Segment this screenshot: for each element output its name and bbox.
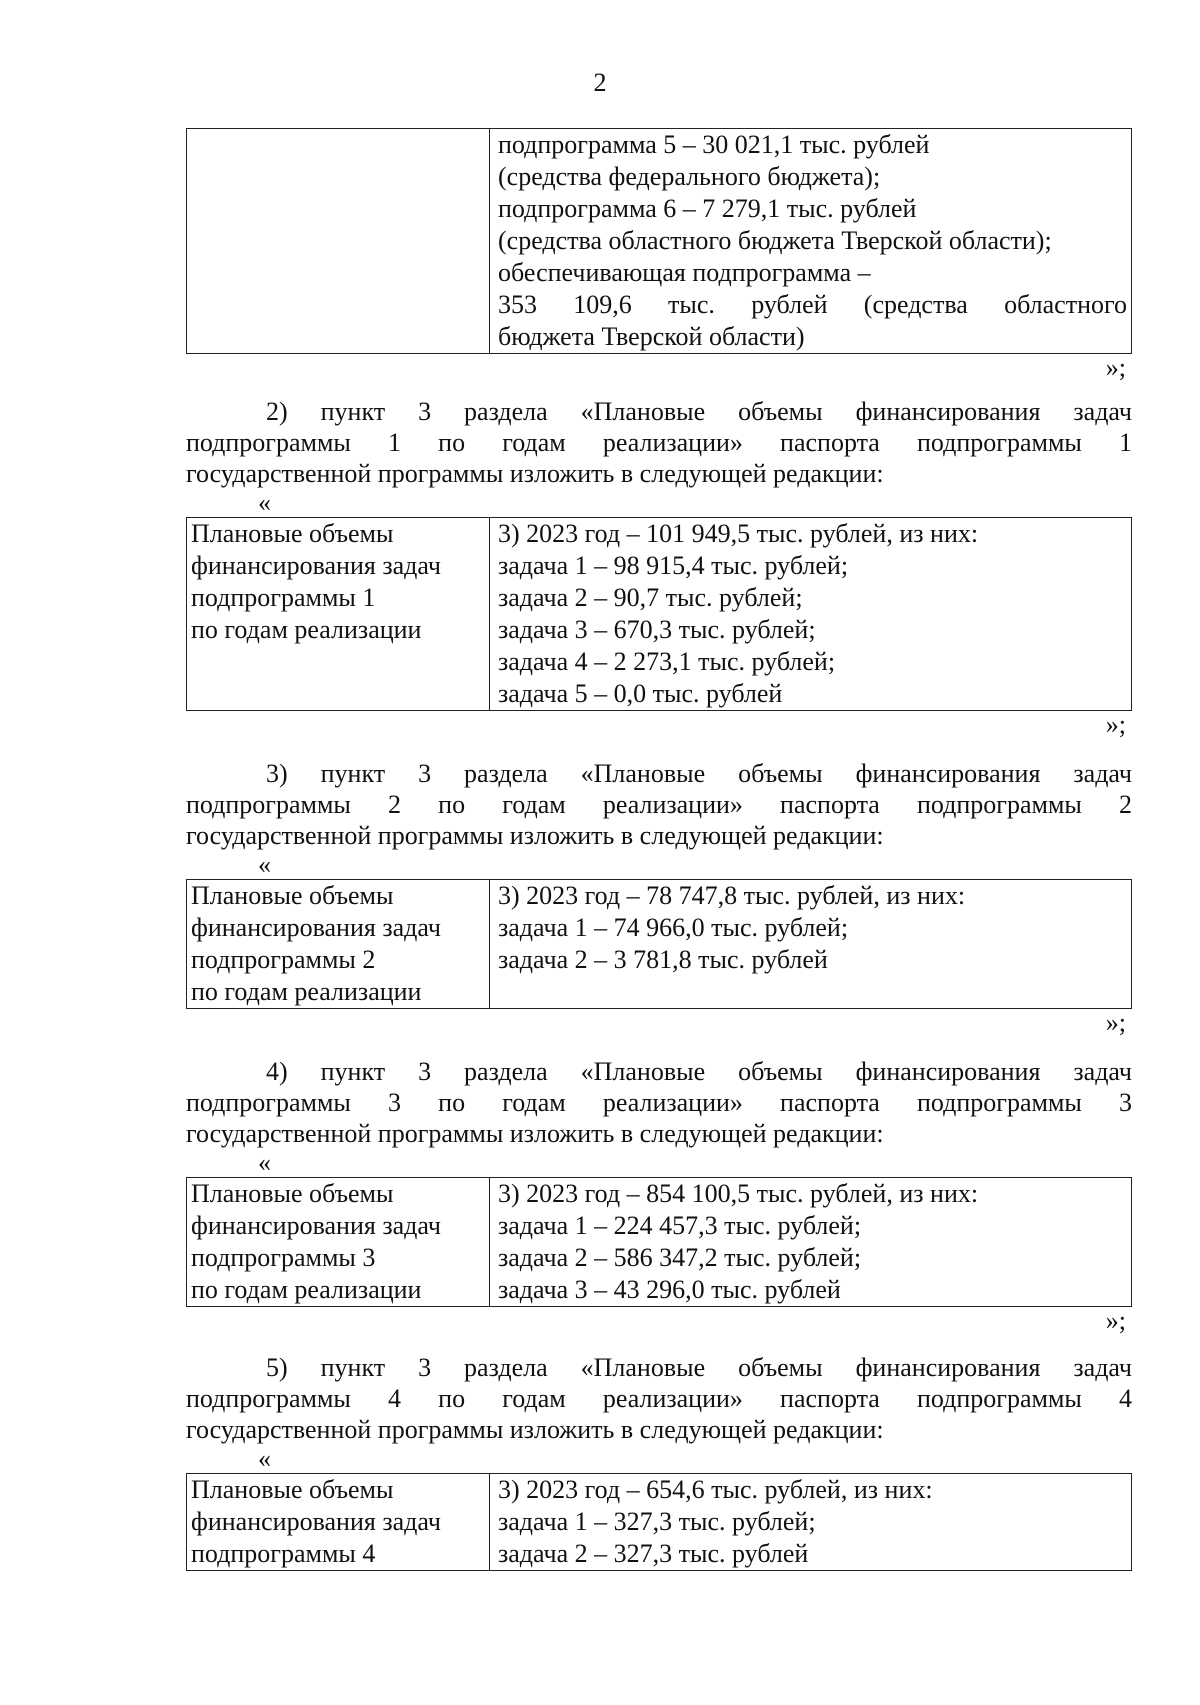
table-line: 3) 2023 год – 654,6 тыс. рублей, из них:: [498, 1475, 933, 1504]
table-line: бюджета Тверской области): [498, 322, 805, 351]
closing-quote: »;: [1105, 1008, 1126, 1037]
closing-quote: »;: [1105, 1306, 1126, 1335]
paragraph-line: 4) пункт 3 раздела «Плановые объемы финансирования задач: [266, 1057, 1132, 1086]
table-right-cell: [490, 1178, 1132, 1307]
table-line: подпрограммы 1: [191, 583, 376, 612]
opening-quote: «: [258, 1148, 271, 1177]
table-line: финансирования задач: [191, 551, 441, 580]
amendment-paragraph: [186, 1352, 1132, 1445]
table-line: задача 1 – 98 915,4 тыс. рублей;: [498, 551, 849, 580]
paragraph-line: государственной программы изложить в следующей редакции:: [186, 1415, 884, 1444]
table-line: подпрограммы 4: [191, 1539, 376, 1568]
table-line: 3) 2023 год – 78 747,8 тыс. рублей, из них:: [498, 881, 966, 910]
table-left-cell: [187, 129, 490, 354]
funding-table: [186, 517, 1132, 711]
opening-quote: «: [258, 488, 271, 517]
funding-table: [186, 1473, 1132, 1571]
table-line: финансирования задач: [191, 913, 441, 942]
table-line: подпрограмма 6 – 7 279,1 тыс. рублей: [498, 194, 917, 223]
table-line: задача 3 – 43 296,0 тыс. рублей: [498, 1275, 841, 1304]
table-line: подпрограммы 2: [191, 945, 376, 974]
table-line: задача 2 – 586 347,2 тыс. рублей;: [498, 1243, 862, 1272]
table-line: Плановые объемы: [191, 881, 394, 910]
funding-table: [186, 1177, 1132, 1307]
amendment-paragraph: [186, 1056, 1132, 1149]
paragraph-line: 5) пункт 3 раздела «Плановые объемы финансирования задач: [266, 1353, 1132, 1382]
table-line: по годам реализации: [191, 1275, 422, 1304]
table-line: задача 1 – 224 457,3 тыс. рублей;: [498, 1211, 862, 1240]
amendment-paragraph: [186, 396, 1132, 489]
paragraph-line: государственной программы изложить в следующей редакции:: [186, 459, 884, 488]
table-right-cell: [490, 880, 1132, 1009]
paragraph-line: подпрограммы 2 по годам реализации» паспорта подпрограммы 2: [186, 790, 1132, 819]
opening-quote: «: [258, 1444, 271, 1473]
paragraph-line: подпрограммы 1 по годам реализации» паспорта подпрограммы 1: [186, 428, 1132, 457]
table-line: задача 2 – 3 781,8 тыс. рублей: [498, 945, 828, 974]
table-line: по годам реализации: [191, 615, 422, 644]
table-line: подпрограмма 5 – 30 021,1 тыс. рублей: [498, 130, 930, 159]
page-number: 2: [593, 68, 607, 97]
table-line: задача 1 – 74 966,0 тыс. рублей;: [498, 913, 849, 942]
table-line: задача 5 – 0,0 тыс. рублей: [498, 679, 783, 708]
paragraph-line: государственной программы изложить в следующей редакции:: [186, 821, 884, 850]
closing-quote: »;: [1105, 353, 1126, 382]
amendment-paragraph: [186, 758, 1132, 851]
table-left-cell: [187, 1178, 490, 1307]
table-line: задача 3 – 670,3 тыс. рублей;: [498, 615, 816, 644]
table-line: Плановые объемы: [191, 1179, 394, 1208]
table-right-cell: [490, 518, 1132, 711]
table-line: Плановые объемы: [191, 1475, 394, 1504]
table-line: 3) 2023 год – 101 949,5 тыс. рублей, из них:: [498, 519, 979, 548]
table-right-cell: [490, 1474, 1132, 1571]
amendment-item-3: [186, 752, 1132, 1037]
paragraph-line: государственной программы изложить в следующей редакции:: [186, 1119, 884, 1148]
paragraph-line: подпрограммы 3 по годам реализации» паспорта подпрограммы 3: [186, 1088, 1132, 1117]
table-line: финансирования задач: [191, 1211, 441, 1240]
table-line: 353 109,6 тыс. рублей (средства областного: [498, 290, 1127, 319]
amendment-item-2: [186, 390, 1132, 739]
table-line: подпрограммы 3: [191, 1243, 376, 1272]
table-line: (средства федерального бюджета);: [498, 162, 881, 191]
table-left-cell: [187, 880, 490, 1009]
table-line: по годам реализации: [191, 977, 422, 1006]
paragraph-line: подпрограммы 4 по годам реализации» паспорта подпрограммы 4: [186, 1384, 1132, 1413]
opening-quote: «: [258, 850, 271, 879]
paragraph-line: 2) пункт 3 раздела «Плановые объемы финансирования задач: [266, 397, 1132, 426]
table-left-cell: [187, 518, 490, 711]
amendment-item-4: [186, 1050, 1132, 1335]
paragraph-line: 3) пункт 3 раздела «Плановые объемы финансирования задач: [266, 759, 1132, 788]
closing-quote: »;: [1105, 710, 1126, 739]
table-line: финансирования задач: [191, 1507, 441, 1536]
table-line: задача 2 – 327,3 тыс. рублей: [498, 1539, 809, 1568]
table-continuation-block: [186, 128, 1132, 382]
table-left-cell: [187, 1474, 490, 1571]
funding-table: [186, 879, 1132, 1009]
table-right-cell: [490, 129, 1132, 354]
table-line: задача 4 – 2 273,1 тыс. рублей;: [498, 647, 836, 676]
table-line: Плановые объемы: [191, 519, 394, 548]
funding-table-continuation: [186, 128, 1132, 354]
table-line: (средства областного бюджета Тверской области);: [498, 226, 1052, 255]
amendment-item-5: [186, 1346, 1132, 1571]
table-line: 3) 2023 год – 854 100,5 тыс. рублей, из них:: [498, 1179, 979, 1208]
table-line: задача 1 – 327,3 тыс. рублей;: [498, 1507, 816, 1536]
table-line: обеспечивающая подпрограмма –: [498, 258, 871, 287]
table-line: задача 2 – 90,7 тыс. рублей;: [498, 583, 803, 612]
